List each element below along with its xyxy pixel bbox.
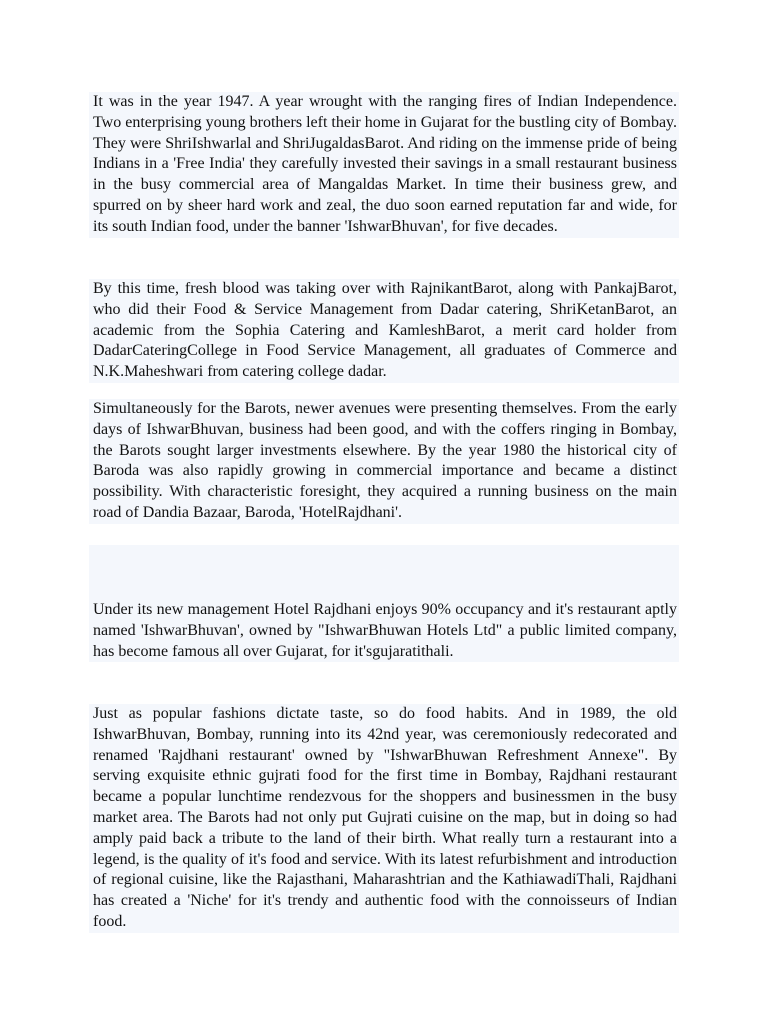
paragraph-baroda-expansion: Simultaneously for the Barots, newer avenues were presenting themselves. From the early days of IshwarBhuvan, business had been good, and with the coffers ringing in Bombay, the Barots sought larger investments elsewhere. By the year 1980 the historical city of Baroda was also rapidly growing in commercial importance and became a distinct possibility. With characteristic foresight, they acquired a running business on the main road of Dandia Bazaar, Baroda, 'HotelRajdhani'. [89,399,679,524]
paragraph-rajdhani-restaurant: Just as popular fashions dictate taste, so do food habits. And in 1989, the old IshwarBhuvan, Bombay, running into its 42nd year, was ceremoniously redecorated and renamed 'Rajdhani restaurant' owned by "IshwarBhuwan Refreshment Annexe". By serving exquisite ethnic gujrati food for the first time in Bombay, Rajdhani restaurant became a popular lunchtime rendezvous for the shoppers and businessmen in the busy market area. The Barots had not only put Gujrati cuisine on the map, but in doing so had amply paid back a tribute to the land of their birth. What really turn a restaurant into a legend, is the quality of it's food and service. With its latest refurbishment and introduction of regional cuisine, like the Rajasthani, Maharashtrian and the KathiawadiThali, Rajdhani has created a 'Niche' for it's trendy and authentic food with the connoisseurs of Indian food. [89,704,679,933]
paragraph-hotel-rajdhani: Under its new management Hotel Rajdhani enjoys 90% occupancy and it's restaurant aptly named 'IshwarBhuvan', owned by "IshwarBhuwan Hotels Ltd" a public limited company, has become famous all over Gujarat, for it'sgujaratithali. [89,600,679,662]
paragraph-history-1947: It was in the year 1947. A year wrought with the ranging fires of Indian Independence. Two enterprising young brothers left their home in Gujarat for the bustling city of Bombay. They were ShriIshwarlal and ShriJugaldasBarot. And riding on the immense pride of being Indians in a 'Free India' they carefully invested their savings in a small restaurant business in the busy commercial area of Mangaldas Market. In time their business grew, and spurred on by sheer hard work and zeal, the duo soon earned reputation far and wide, for its south Indian food, under the banner 'IshwarBhuvan', for five decades. [89,92,679,238]
paragraph-new-generation: By this time, fresh blood was taking over with RajnikantBarot, along with PankajBarot, who did their Food & Service Management from Dadar catering, ShriKetanBarot, an academic from the Sophia Catering and KamleshBarot, a merit card holder from DadarCateringCollege in Food Service Management, all graduates of Commerce and N.K.Maheshwari from catering college dadar. [89,279,679,383]
blank-gap [89,545,679,600]
